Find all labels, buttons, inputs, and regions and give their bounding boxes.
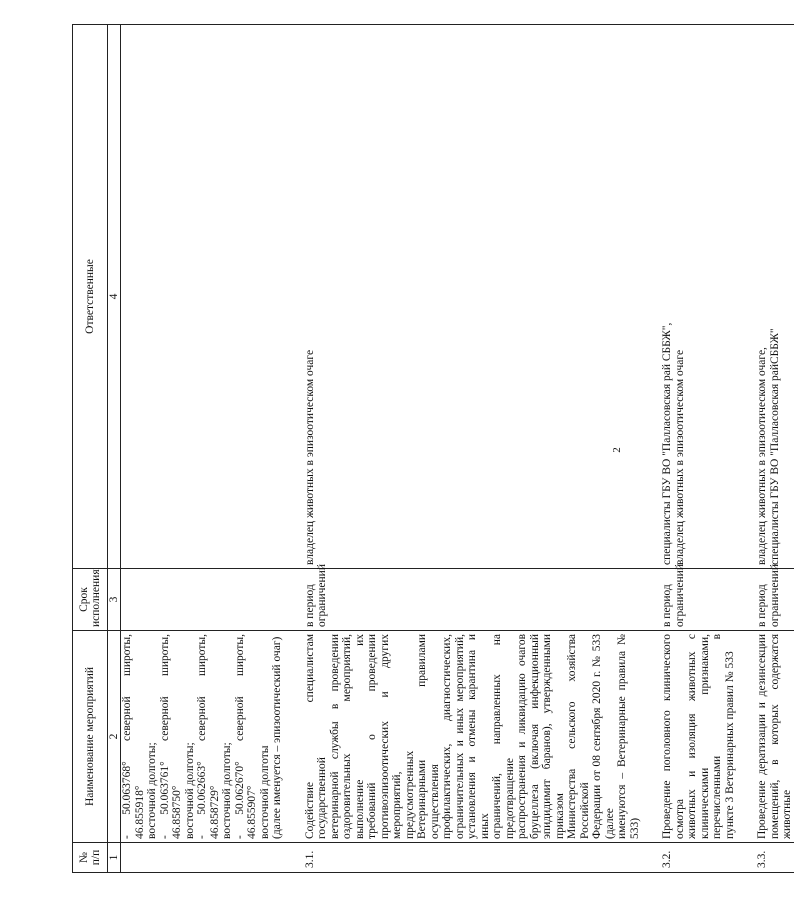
text-line: Проведение дератизации и дезинсекции <box>756 634 768 839</box>
page-number: 2 <box>610 447 623 453</box>
row-term <box>303 564 642 631</box>
row-responsible <box>661 25 736 569</box>
text-line: Содействие специалистам государственной <box>303 634 328 839</box>
text-line: Проведение поголовного клинического осмотра <box>661 634 686 839</box>
measures-table <box>72 24 794 873</box>
text-line: предусмотренных <box>403 750 416 839</box>
text-line: - 50.063768° северной широты, 46.855918° <box>121 634 146 839</box>
text-line: требований о проведении <box>366 634 378 839</box>
row-responsible <box>756 25 794 569</box>
text-line: в период <box>661 584 673 627</box>
text-line: Министерства сельского хозяйства Российской <box>566 634 591 839</box>
text-line: ограничений <box>673 564 686 627</box>
row-term <box>661 564 736 631</box>
text-line: ограничительных и иных мероприятий, <box>453 634 466 839</box>
row-number: 3.2. <box>661 843 736 873</box>
table-header-row <box>73 25 108 873</box>
table-row <box>756 25 794 873</box>
text-line: помещений, в которых содержатся животные <box>768 634 793 839</box>
row-number: 3.3. <box>756 843 794 873</box>
text-line: восточной долготы <box>258 745 271 839</box>
text-line: Ветеринарными правилами осуществления <box>416 634 441 839</box>
text-line: в период <box>303 584 316 627</box>
text-line: восточной долготы; <box>221 742 233 839</box>
header-term: Срок исполнения <box>73 569 108 631</box>
text-line: владелец животных в эпизоотическом очаге <box>303 349 316 565</box>
text-line: - 50.062670° северной широты, 46.855907° <box>233 634 258 839</box>
text-line: восточной долготы; <box>183 742 196 839</box>
text-line: Федерации от 08 сентября 2020 г. № 533 (далее <box>591 634 616 839</box>
text-line: - 50.062663° северной широты, 46.858729° <box>196 634 221 839</box>
header-index-2: 2 <box>108 631 121 843</box>
text-line: специалисты ГБУ ВО "Палласовская рай СББЖ", <box>661 322 673 565</box>
text-line: установления и отмены карантина и иных <box>466 634 491 839</box>
table-row <box>304 25 642 873</box>
text-line: специалисты ГБУ ВО "Палласовская райСББЖ" <box>768 328 781 565</box>
table-index-row <box>108 25 121 873</box>
row-number: 3.1. <box>304 843 642 873</box>
text-line: эпидидимит баранов), утвержденными приказом <box>541 634 566 839</box>
row-name <box>661 631 736 843</box>
continuation-row <box>121 25 284 873</box>
text-line: ограничений <box>316 564 328 627</box>
continuation-text <box>121 631 284 843</box>
header-index-4: 4 <box>108 25 121 569</box>
text-line: животных и изоляция животных с <box>686 634 698 839</box>
header-index-1: 1 <box>108 843 121 873</box>
text-line: ветеринарной службы в проведении <box>328 634 341 839</box>
text-line: профилактических, диагностических, <box>441 634 453 839</box>
text-line: оздоровительных мероприятий, выполнение их <box>341 634 366 839</box>
text-line: противоэпизоотических и других мероприятий, <box>378 634 403 839</box>
header-number: № п/п <box>73 843 108 873</box>
text-line: ограничений, направленных на предотвращение <box>491 634 516 839</box>
text-line: пункте 3 Ветеринарных правил № 533 <box>723 651 736 839</box>
text-line: ограничений <box>768 564 781 627</box>
table-row <box>661 25 736 873</box>
text-line: распространения и ликвидацию очагов <box>516 634 528 839</box>
text-line: именуются – Ветеринарные правила № 533) <box>616 634 641 839</box>
row-responsible <box>304 25 642 569</box>
text-line: восточной долготы; <box>146 742 158 839</box>
text-line: в период <box>756 584 768 627</box>
text-line: бруцеллеза (включая инфекционный <box>528 634 541 839</box>
header-name: Наименование мероприятий <box>73 631 108 843</box>
row-term <box>756 564 794 631</box>
header-index-3: 3 <box>108 569 121 631</box>
row-name <box>756 631 794 843</box>
text-line: - 50.063761° северной широты, 46.858750° <box>158 634 183 839</box>
header-responsible: Ответственные <box>73 25 108 569</box>
text-line: (далее именуется – эпизоотический очаг) <box>271 636 283 839</box>
text-line: владелец животных в эпизоотическом очаге, <box>756 347 768 565</box>
text-line: клиническими признаками, перечисленными в <box>698 634 723 839</box>
row-name <box>304 631 642 843</box>
text-line: владелец животных в эпизоотическом очаге <box>673 349 686 565</box>
